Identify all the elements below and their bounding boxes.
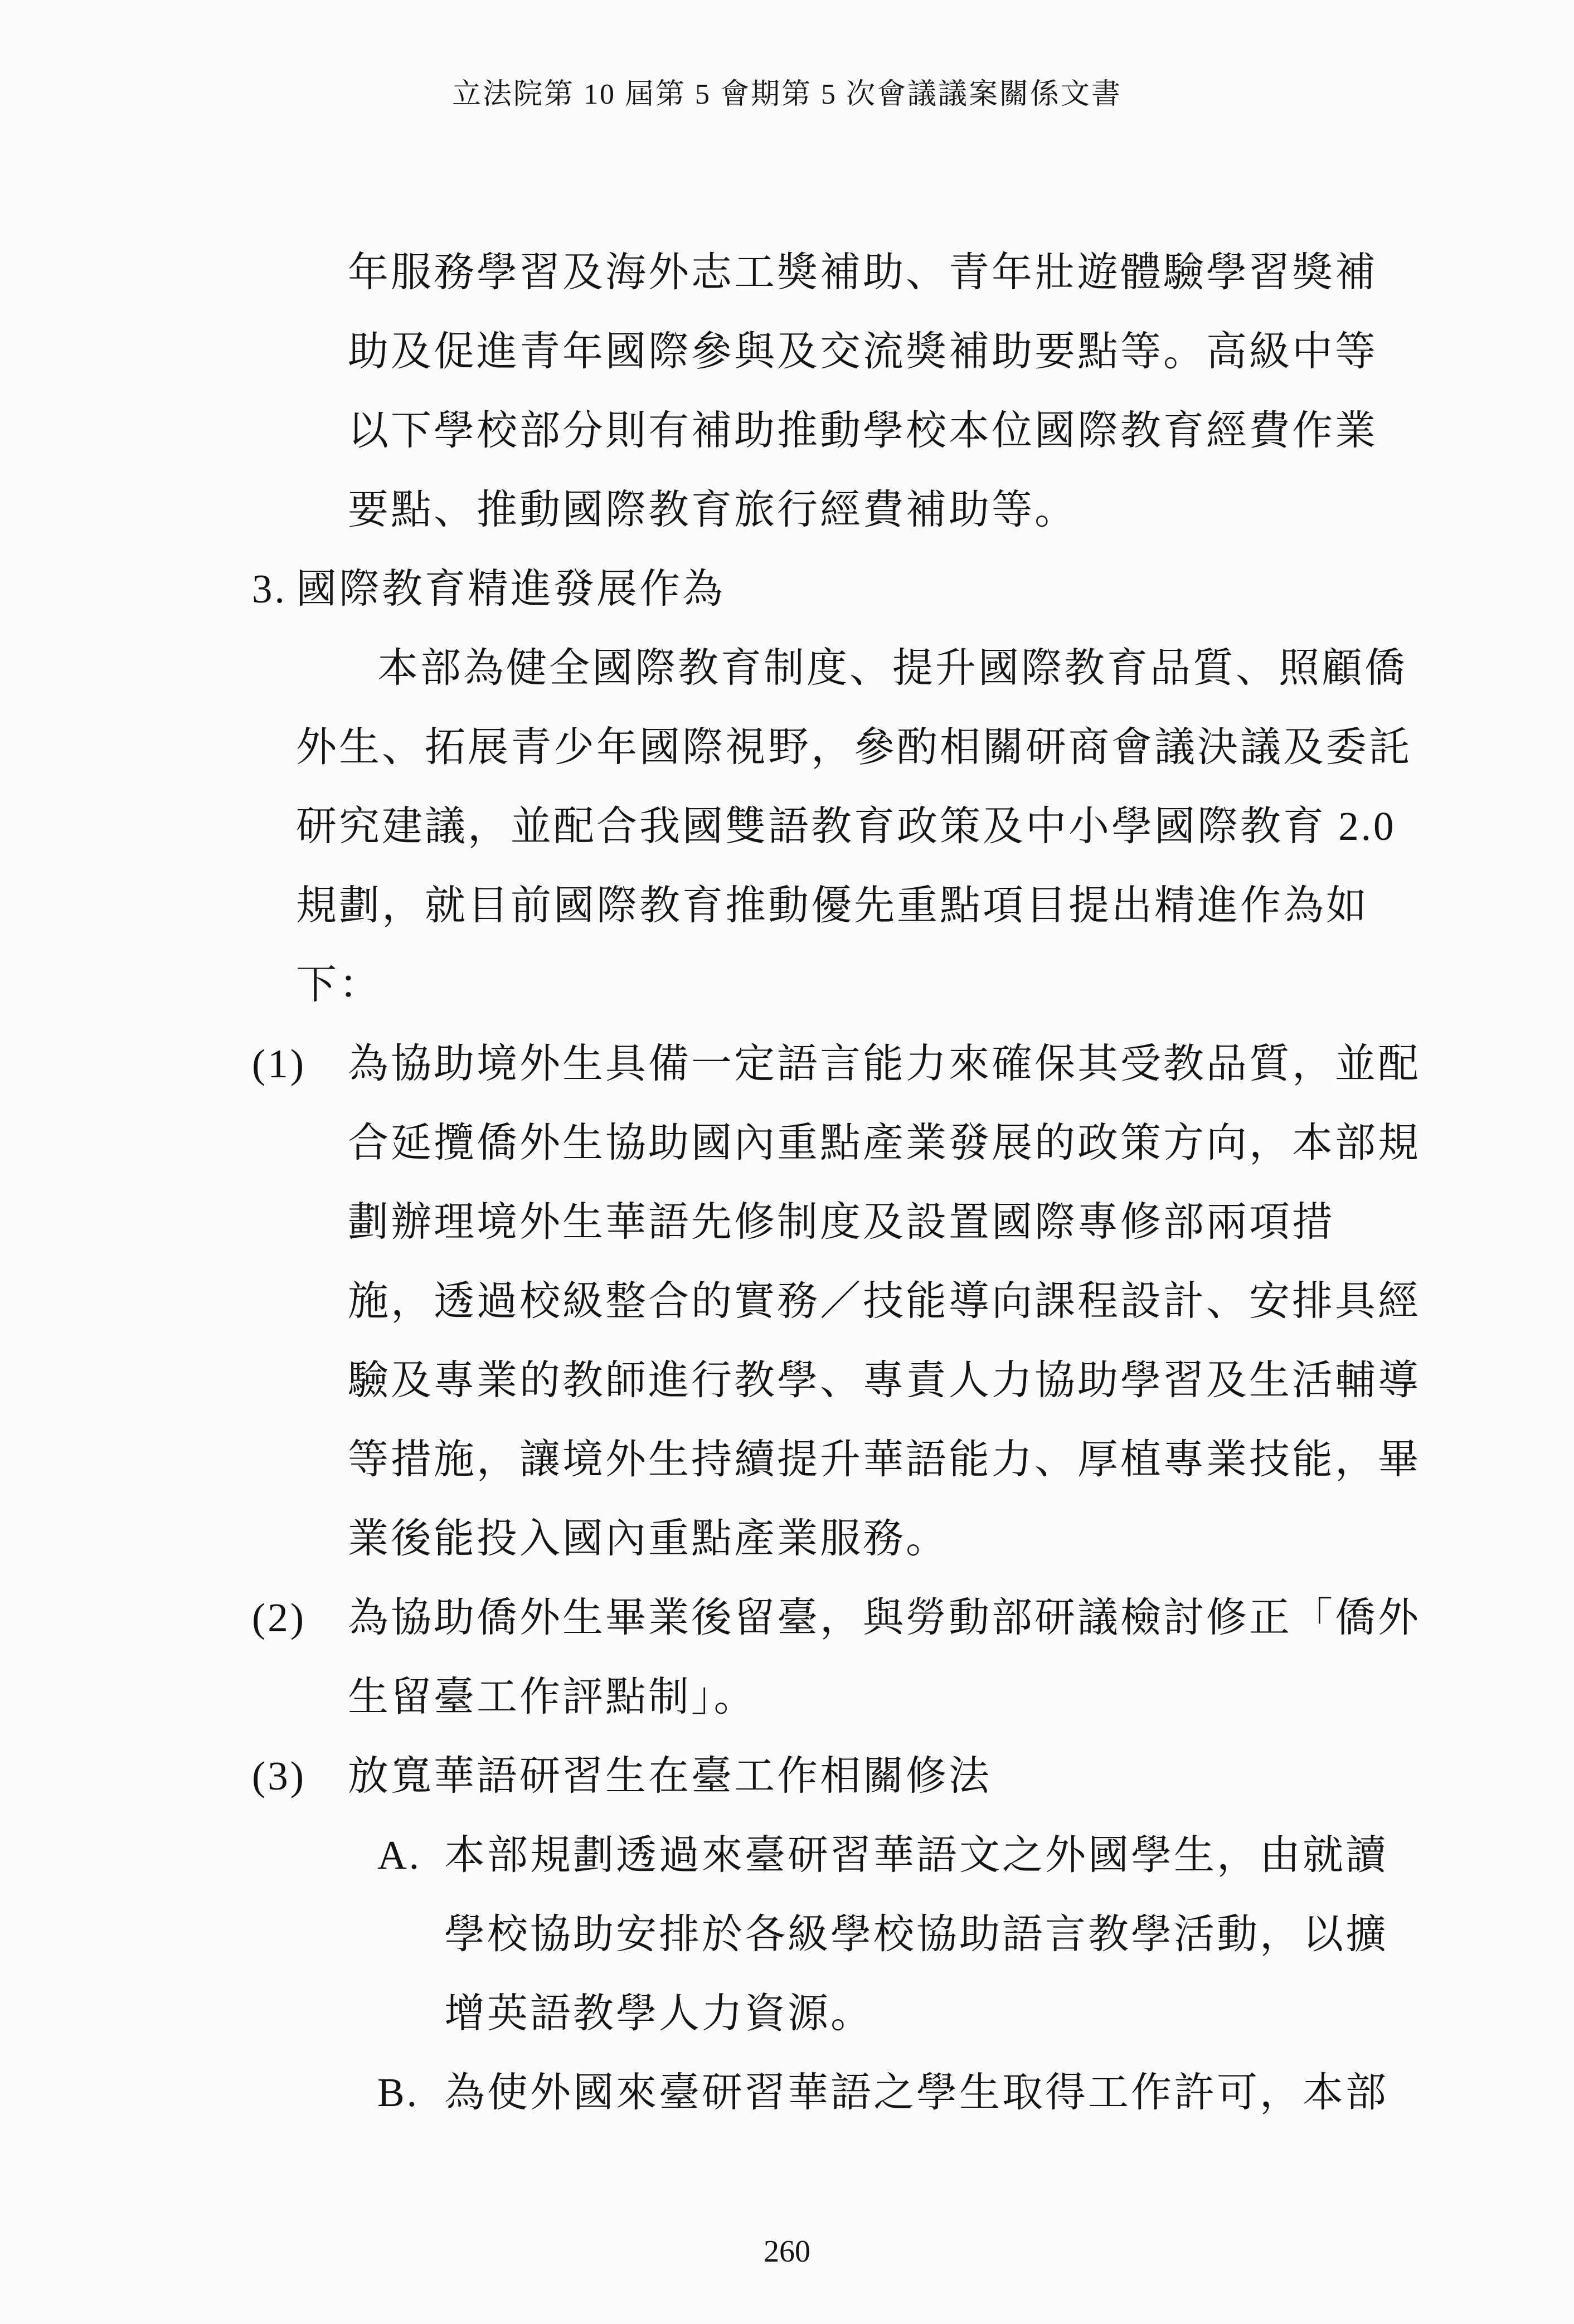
text-line [252, 1737, 1574, 1816]
list-marker: A. [377, 1832, 421, 1878]
line-text: 以下學校部分則有補助推動學校本位國際教育經費作業 [348, 408, 1378, 453]
page-number: 260 [764, 2234, 810, 2269]
line-text: 合延攬僑外生協助國內重點產業發展的政策方向，本部規 [348, 1120, 1421, 1165]
document-body [0, 233, 1574, 2132]
line-text: 為使外國來臺研習華語之學生取得工作許可，本部 [444, 2070, 1388, 2115]
line-text: 本部規劃透過來臺研習華語文之外國學生，由就讀 [444, 1832, 1388, 1878]
list-marker: B. [377, 2070, 419, 2115]
line-text: 劃辦理境外生華語先修制度及設置國際專修部兩項措 [348, 1199, 1335, 1244]
line-text: 業後能投入國內重點產業服務。 [348, 1516, 949, 1561]
line-text: 要點、推動國際教育旅行經費補助等。 [348, 487, 1077, 532]
text-line [348, 1499, 1574, 1578]
text-line [348, 312, 1574, 391]
text-line [296, 866, 1574, 945]
text-line [348, 470, 1574, 550]
text-line [296, 708, 1574, 787]
text-line [348, 1183, 1574, 1262]
line-text: 國際教育精進發展作為 [296, 566, 725, 611]
text-line [348, 1103, 1574, 1183]
line-text: 驗及專業的教師進行教學、專責人力協助學習及生活輔導 [348, 1358, 1421, 1403]
text-line [444, 1974, 1574, 2053]
line-text: 助及促進青年國際參與及交流獎補助要點等。高級中等 [348, 329, 1378, 374]
list-marker: 3. [252, 566, 287, 611]
list-marker: (2) [252, 1595, 307, 1640]
text-line [252, 1578, 1574, 1657]
text-line [296, 787, 1574, 866]
text-line [252, 1024, 1574, 1103]
text-line [377, 2053, 1574, 2132]
line-text: 下： [296, 962, 382, 1007]
line-text: 年服務學習及海外志工獎補助、青年壯遊體驗學習獎補 [348, 250, 1378, 295]
text-line [348, 1262, 1574, 1341]
line-text: 外生、拓展青少年國際視野，參酌相關研商會議決議及委託 [296, 725, 1412, 770]
line-text: 增英語教學人力資源。 [444, 1991, 873, 2036]
line-text: 研究建議，並配合我國雙語教育政策及中小學國際教育 2.0 [296, 804, 1396, 849]
line-text: 為協助境外生具備一定語言能力來確保其受教品質，並配 [348, 1041, 1421, 1086]
text-line [377, 1816, 1574, 1895]
line-text: 為協助僑外生畢業後留臺，與勞動部研議檢討修正「僑外 [348, 1595, 1421, 1640]
document-header-title: 立法院第 10 屆第 5 會期第 5 次會議議案關係文書 [451, 79, 1122, 110]
list-marker: (1) [252, 1041, 307, 1086]
line-text: 施，透過校級整合的實務／技能導向課程設計、安排具經 [348, 1278, 1421, 1324]
text-line [444, 1895, 1574, 1974]
text-line [377, 629, 1574, 708]
text-line [348, 1341, 1574, 1420]
text-line [348, 1657, 1574, 1737]
text-line [252, 550, 1574, 629]
text-line [348, 1420, 1574, 1499]
text-line [348, 391, 1574, 470]
list-marker: (3) [252, 1753, 307, 1798]
line-text: 放寬華語研習生在臺工作相關修法 [348, 1753, 992, 1798]
text-line [348, 233, 1574, 312]
text-line [296, 945, 1574, 1024]
line-text: 等措施，讓境外生持續提升華語能力、厚植專業技能，畢 [348, 1437, 1421, 1482]
line-text: 本部為健全國際教育制度、提升國際教育品質、照顧僑 [377, 645, 1407, 691]
line-text: 生留臺工作評點制」。 [348, 1674, 757, 1719]
line-text: 學校協助安排於各級學校協助語言教學活動，以擴 [444, 1912, 1388, 1957]
line-text: 規劃，就目前國際教育推動優先重點項目提出精進作為如 [296, 883, 1369, 928]
